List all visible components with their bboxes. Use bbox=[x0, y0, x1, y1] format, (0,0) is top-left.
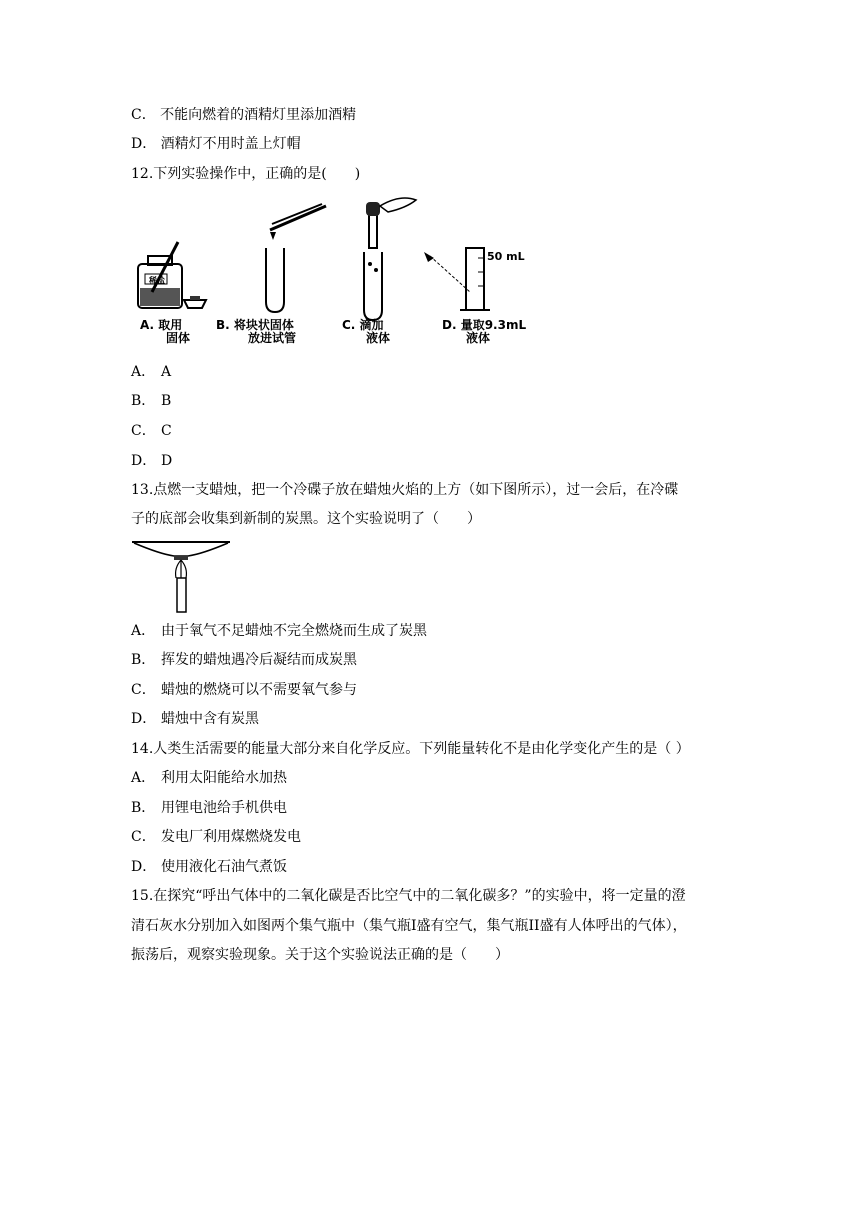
option-text: 由于氧气不足蜡烛不完全燃烧而生成了炭黑 bbox=[161, 623, 427, 639]
option-text: 蜡烛中含有炭黑 bbox=[161, 711, 259, 727]
q14-option-a bbox=[131, 768, 287, 788]
option-text: 利用太阳能给水加热 bbox=[161, 770, 287, 786]
graduated-cylinder-icon bbox=[424, 248, 490, 310]
figure-label-c1: C. 滴加 bbox=[342, 318, 384, 332]
figure-label-a2: 固体 bbox=[166, 331, 191, 345]
q12-option-b bbox=[131, 391, 171, 411]
option-text: 挥发的蜡烛遇冷后凝结而成炭黑 bbox=[161, 652, 357, 668]
jar-label-text: 稀盐 bbox=[149, 276, 165, 285]
option-letter: C． bbox=[131, 829, 156, 845]
q13-option-a bbox=[131, 621, 427, 641]
q14-option-b bbox=[131, 798, 287, 818]
option-text: 使用液化石油气煮饭 bbox=[161, 859, 287, 875]
q12-option-d bbox=[131, 451, 172, 471]
figure-label-a1: A. 取用 bbox=[140, 318, 183, 332]
test-tube-tweezers-icon bbox=[266, 204, 326, 312]
q15-stem-line1: 15.在探究“呼出气体中的二氧化碳是否比空气中的二氧化碳多？”的实验中，将一定量的澄 bbox=[131, 888, 686, 904]
q12-option-a bbox=[131, 362, 171, 382]
q11-option-c: C． 不能向燃着的酒精灯里添加酒精 bbox=[131, 107, 357, 123]
option-letter: D． bbox=[131, 859, 157, 875]
q15-stem-line2: 清石灰水分别加入如图两个集气瓶中（集气瓶I盛有空气，集气瓶II盛有人体呼出的气体）， bbox=[131, 918, 687, 934]
q13-option-c bbox=[131, 680, 357, 700]
q13-stem-line1: 13.点燃一支蜡烛，把一个冷碟子放在蜡烛火焰的上方（如下图所示），过一会后，在冷碟 bbox=[131, 482, 679, 498]
option-letter: C． bbox=[131, 682, 156, 698]
option-letter: A． bbox=[131, 364, 156, 380]
q11-option-d: D． 酒精灯不用时盖上灯帽 bbox=[131, 136, 301, 152]
q13-stem-line2: 子的底部会收集到新制的炭黑。这个实验说明了（ ） bbox=[131, 511, 481, 527]
q13-option-b bbox=[131, 650, 357, 670]
figure-label-b1: B. 将块状固体 bbox=[216, 318, 294, 332]
q14-option-d bbox=[131, 857, 287, 877]
option-letter: D． bbox=[131, 711, 157, 727]
figure-label-c2: 液体 bbox=[366, 331, 391, 345]
option-letter: D． bbox=[131, 453, 157, 469]
figure-label-d2: 液体 bbox=[466, 331, 491, 345]
q12-stem: 12.下列实验操作中，正确的是( ) bbox=[131, 166, 361, 182]
option-letter: B． bbox=[131, 800, 156, 816]
option-text: A bbox=[161, 364, 172, 380]
q14-stem: 14.人类生活需要的能量大部分来自化学反应。下列能量转化不是由化学变化产生的是（ ） bbox=[131, 741, 690, 757]
q15-stem-line3: 振荡后，观察实验现象。关于这个实验说法正确的是（ ） bbox=[131, 947, 509, 963]
option-letter: B． bbox=[131, 393, 156, 409]
option-letter: B． bbox=[131, 652, 156, 668]
reagent-jar-icon bbox=[138, 242, 206, 308]
option-letter: A． bbox=[131, 770, 156, 786]
option-text: 蜡烛的燃烧可以不需要氧气参与 bbox=[161, 682, 357, 698]
option-text: C bbox=[161, 423, 172, 439]
q14-option-c bbox=[131, 827, 301, 847]
option-text: 用锂电池给手机供电 bbox=[161, 800, 287, 816]
option-letter: A． bbox=[131, 623, 156, 639]
candle-dish-icon bbox=[130, 538, 232, 614]
cylinder-volume-label: 50 mL bbox=[487, 250, 525, 263]
dropper-test-tube-icon bbox=[364, 198, 416, 320]
figure-label-d1: D. 量取9.3mL bbox=[442, 318, 527, 332]
q13-candle-dish-figure bbox=[130, 538, 232, 614]
q12-option-c bbox=[131, 421, 172, 441]
q12-lab-operations-figure bbox=[130, 192, 560, 350]
option-text: D bbox=[161, 453, 173, 469]
option-letter: C． bbox=[131, 423, 156, 439]
option-text: 发电厂利用煤燃烧发电 bbox=[161, 829, 301, 845]
option-text: B bbox=[161, 393, 172, 409]
q13-option-d bbox=[131, 709, 259, 729]
figure-label-b2: 放进试管 bbox=[248, 331, 297, 345]
